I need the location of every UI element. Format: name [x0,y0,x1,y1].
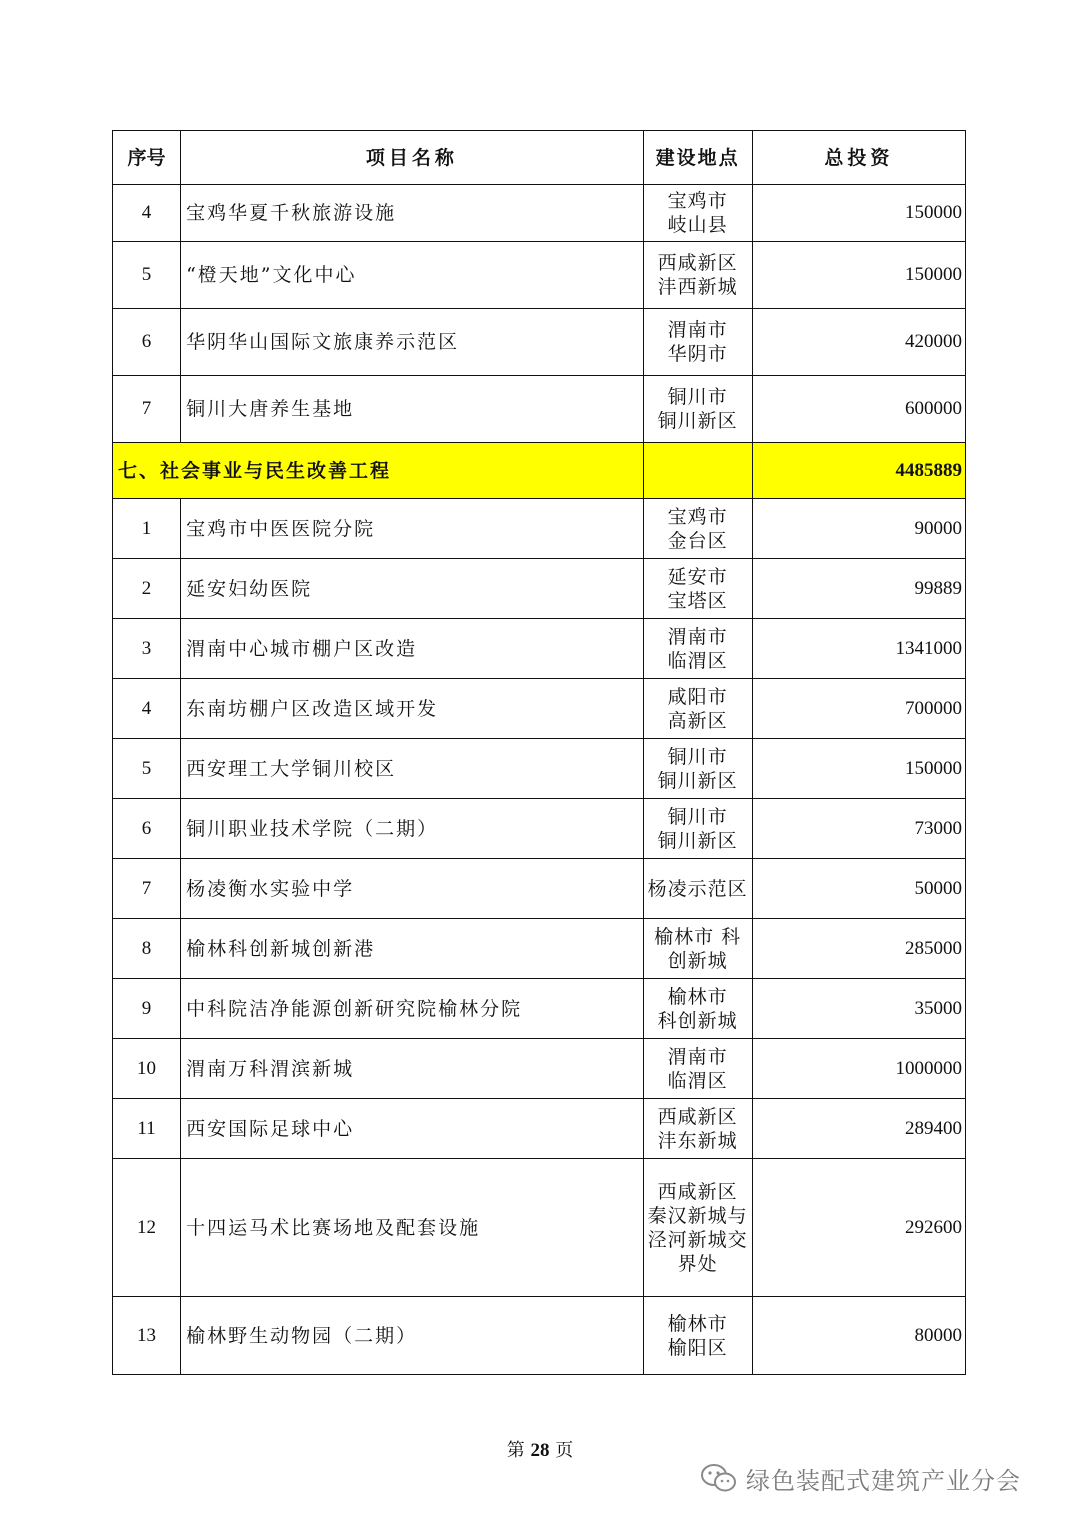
section-location-empty [643,443,752,499]
watermark [700,1458,1021,1498]
section-amount: 4485889 [752,443,965,499]
project-location [643,376,752,443]
project-location [643,739,752,799]
location-line: 华阴市 [667,343,728,365]
location-line: 科创新城 [657,1009,738,1032]
project-location [643,799,752,859]
project-location [643,559,752,619]
project-investment: 50000 [752,859,965,919]
location-line: 秦汉新城与 [647,1204,748,1227]
location-line: 榆阳区 [667,1336,728,1359]
project-name: 中科院洁净能源创新研究院榆林分院 [181,979,644,1039]
location-line: 创新城 [667,949,728,972]
project-location [643,919,752,979]
project-name: 西安理工大学铜川校区 [181,739,644,799]
table-row [113,242,966,309]
row-number: 4 [113,679,181,739]
row-number: 6 [113,309,181,376]
table-row [113,679,966,739]
row-number: 5 [113,242,181,309]
row-number: 7 [113,859,181,919]
location-line: 金台区 [667,529,728,552]
project-name: 华阴华山国际文旅康养示范区 [181,309,644,376]
location-line: 铜川新区 [657,410,738,432]
location-line: 西咸新区 [657,1105,738,1128]
row-number: 3 [113,619,181,679]
location-line: 榆林市 [667,1312,728,1335]
wechat-icon [700,1462,738,1494]
watermark-text: 绿色装配式建筑产业分会 [746,1466,1021,1495]
location-line: 咸阳市 [667,685,728,708]
project-location [643,242,752,309]
project-location [643,1039,752,1099]
table-row [113,376,966,443]
table-row [113,1297,966,1375]
row-number: 2 [113,559,181,619]
location-line: 宝塔区 [667,589,728,612]
location-line: 榆林市 [667,985,728,1008]
project-investment: 1000000 [752,1039,965,1099]
location-line: 延安市 [667,565,728,588]
row-number: 8 [113,919,181,979]
location-line: 铜川市 [667,805,728,828]
page-prefix: 第 [506,1440,525,1461]
investment-table [112,130,966,1375]
project-name: 渭南万科渭滨新城 [181,1039,644,1099]
table-row [113,185,966,242]
header-location: 建设地点 [643,131,752,185]
row-number: 11 [113,1099,181,1159]
location-line: 高新区 [667,709,728,732]
row-number: 5 [113,739,181,799]
table-row [113,619,966,679]
location-line: 渭南市 [667,1045,728,1068]
location-line: 岐山县 [667,214,728,236]
row-number: 6 [113,799,181,859]
project-name: 东南坊棚户区改造区域开发 [181,679,644,739]
table-row [113,979,966,1039]
location-line: 铜川新区 [657,829,738,852]
location-line: 西咸新区 [657,1180,738,1203]
location-line: 榆林市 科 [654,925,742,948]
project-investment: 73000 [752,799,965,859]
table-row [113,1039,966,1099]
table-header-row [113,131,966,185]
project-investment: 292600 [752,1159,965,1297]
project-investment: 80000 [752,1297,965,1375]
section-row [113,443,966,499]
location-line: 铜川新区 [657,769,738,792]
table-row [113,919,966,979]
row-number: 12 [113,1159,181,1297]
row-number: 7 [113,376,181,443]
project-name: 延安妇幼医院 [181,559,644,619]
location-line: 临渭区 [667,649,728,672]
row-number: 9 [113,979,181,1039]
project-investment: 150000 [752,242,965,309]
project-investment: 1341000 [752,619,965,679]
project-name: 渭南中心城市棚户区改造 [181,619,644,679]
header-investment: 总投资 [752,131,965,185]
project-location [643,1159,752,1297]
project-name: 宝鸡市中医医院分院 [181,499,644,559]
project-investment: 289400 [752,1099,965,1159]
project-name: 榆林科创新城创新港 [181,919,644,979]
project-location [643,979,752,1039]
project-name: 榆林野生动物园（二期） [181,1297,644,1375]
row-number: 10 [113,1039,181,1099]
project-investment: 285000 [752,919,965,979]
project-investment: 150000 [752,739,965,799]
project-name: 十四运马术比赛场地及配套设施 [181,1159,644,1297]
project-location [643,309,752,376]
table-row [113,309,966,376]
page-suffix: 页 [555,1440,574,1461]
header-no: 序号 [113,131,181,185]
project-location [643,619,752,679]
row-number: 4 [113,185,181,242]
location-line: 沣西新城 [657,276,738,298]
table-row [113,499,966,559]
header-name: 项目名称 [181,131,644,185]
project-investment: 420000 [752,309,965,376]
page-number-value: 28 [530,1440,550,1461]
project-name: 西安国际足球中心 [181,1099,644,1159]
table-row [113,1099,966,1159]
location-line: 沣东新城 [657,1129,738,1152]
row-number: 13 [113,1297,181,1375]
project-name: “橙天地”文化中心 [181,242,644,309]
project-investment: 150000 [752,185,965,242]
row-number: 1 [113,499,181,559]
table-row [113,739,966,799]
location-line: 铜川市 [667,386,728,408]
project-investment: 99889 [752,559,965,619]
location-line: 渭南市 [667,625,728,648]
project-name: 铜川大唐养生基地 [181,376,644,443]
table-row [113,799,966,859]
location-line: 渭南市 [667,319,728,341]
project-location [643,679,752,739]
project-name: 宝鸡华夏千秋旅游设施 [181,185,644,242]
project-location [643,1297,752,1375]
section-title: 七、社会事业与民生改善工程 [113,443,644,499]
location-line: 杨凌示范区 [647,877,748,900]
location-line: 临渭区 [667,1069,728,1092]
location-line: 西咸新区 [657,252,738,274]
project-investment: 600000 [752,376,965,443]
table-row [113,1159,966,1297]
project-location [643,499,752,559]
location-line: 界处 [677,1252,718,1275]
location-line: 铜川市 [667,745,728,768]
project-location [643,859,752,919]
project-location [643,1099,752,1159]
table-row [113,559,966,619]
project-investment: 35000 [752,979,965,1039]
project-name: 铜川职业技术学院（二期） [181,799,644,859]
location-line: 泾河新城交 [647,1228,748,1251]
project-location [643,185,752,242]
location-line: 宝鸡市 [667,505,728,528]
project-investment: 90000 [752,499,965,559]
project-investment: 700000 [752,679,965,739]
location-line: 宝鸡市 [667,190,728,212]
project-name: 杨凌衡水实验中学 [181,859,644,919]
table-row [113,859,966,919]
